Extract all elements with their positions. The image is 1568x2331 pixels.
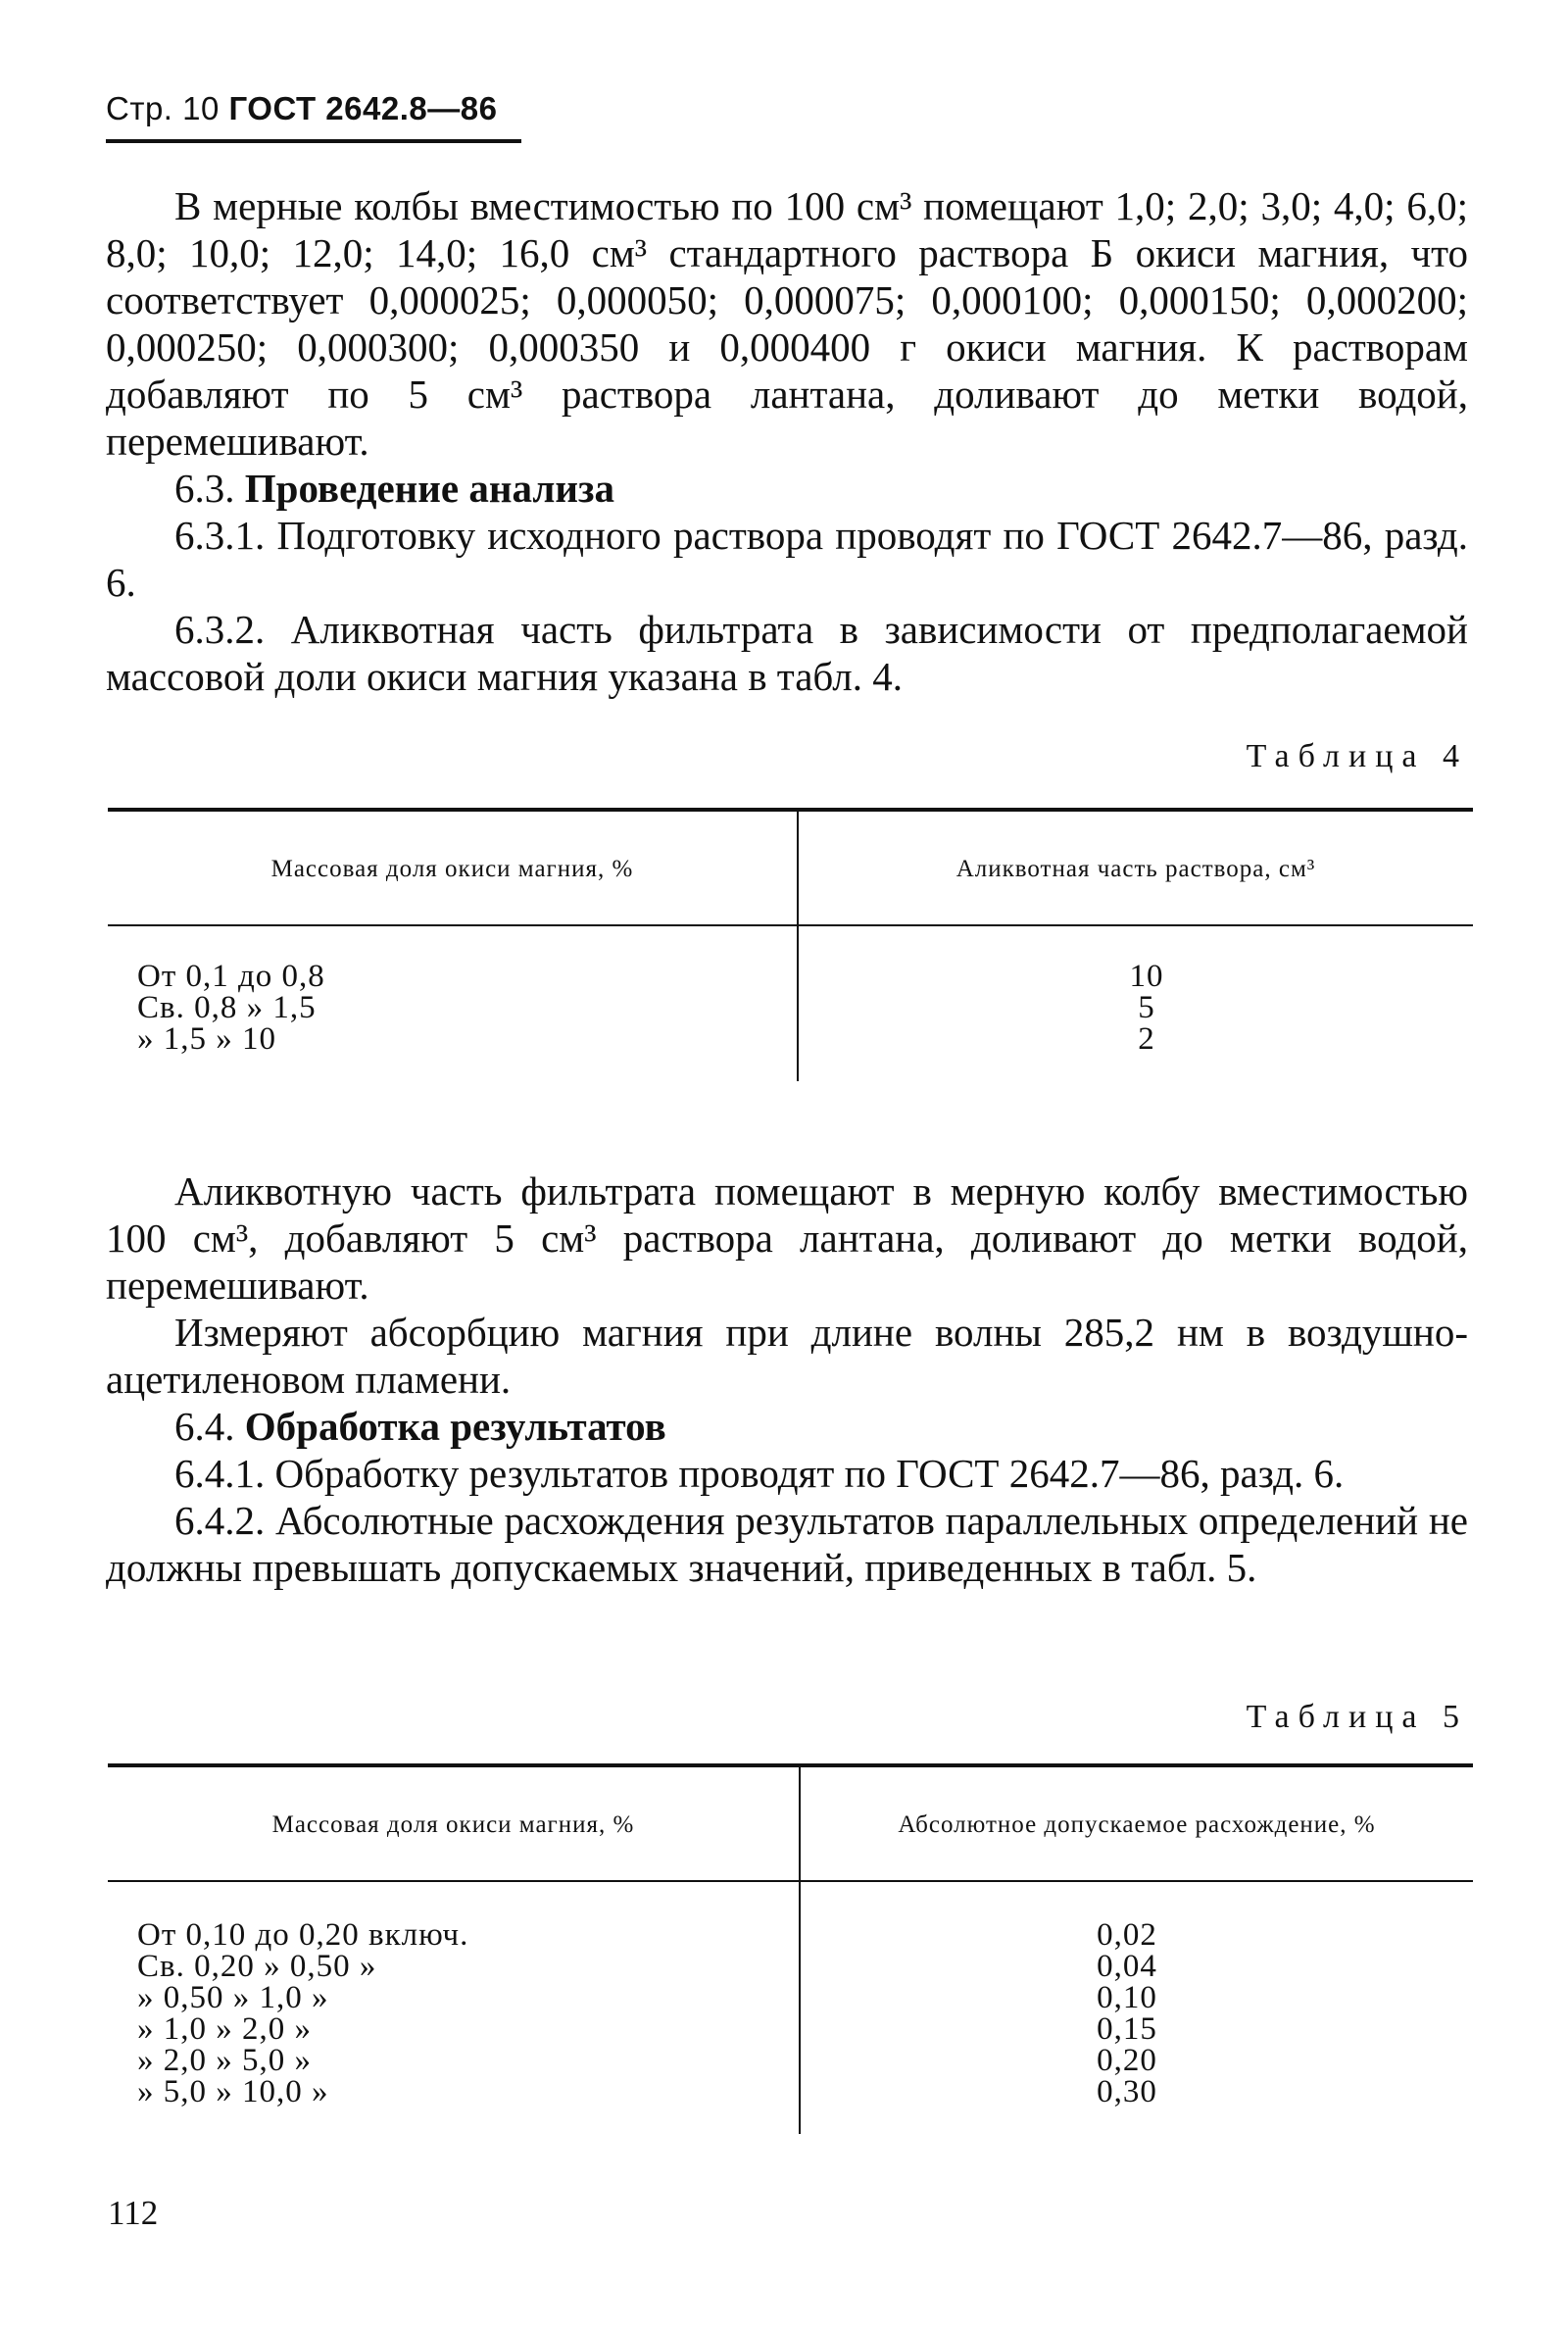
table-cell: » 0,50 » 1,0 » (137, 1980, 329, 2015)
paragraph-6-3-1: 6.3.1. Подготовку исходного раствора проводят по ГОСТ 2642.7—86, разд. 6. (106, 513, 1468, 605)
table-cell: 0,10 (1097, 1980, 1157, 2015)
table-cell: 0,20 (1097, 2043, 1157, 2078)
table4-top-rule (108, 808, 1473, 812)
table5-col1 (137, 1919, 468, 2108)
paragraph-6-4-1: 6.4.1. Обработку результатов проводят по ГОСТ 2642.7—86, разд. 6. (174, 1451, 1345, 1496)
standard-label: ГОСТ 2642.8—86 (228, 90, 498, 126)
table-cell: » 2,0 » 5,0 » (137, 2043, 312, 2078)
section-heading-6-3 (106, 465, 1468, 512)
table-cell: » 5,0 » 10,0 » (137, 2074, 329, 2109)
section-number: 6.4. (174, 1404, 235, 1449)
table-cell: Св. 0,8 » 1,5 (137, 990, 317, 1025)
table5-top-rule (108, 1763, 1473, 1767)
paragraph-absorption: Измеряют абсорбцию магния при длине волны 285,2 нм в воздушно-ацетиленовом пламени. (106, 1310, 1468, 1402)
page-number: 112 (108, 2194, 159, 2232)
table4-header-col1: Массовая доля окиси магния, % (270, 856, 634, 882)
table-cell: 0,30 (1097, 2074, 1157, 2109)
table-cell: » 1,0 » 2,0 » (137, 2011, 312, 2047)
header-rule (106, 139, 521, 143)
page-header (106, 90, 497, 127)
table4-col2 (1049, 961, 1245, 1055)
intro-paragraph: В мерные колбы вместимостью по 100 см³ помещают 1,0; 2,0; 3,0; 4,0; 6,0; 8,0; 10,0; 12,0; 14,0; 16,0 см³ стандартного раствора Б окиси магния, что соответствует 0,000025; 0,000050; 0,000075; 0,000100; 0,000150; 0,000200; 0,000250; 0,000300; 0,000350 и 0,000400 г окиси магния. К растворам добавляют по 5 см³ раствора лантана, доливают до метки водой, перемешивают. (106, 183, 1468, 464)
table4-header-col2: Аликвотная часть раствора, см³ (956, 856, 1316, 882)
text-block-1 (106, 182, 1468, 700)
section-title: Проведение анализа (244, 466, 614, 511)
table-cell: Св. 0,20 » 0,50 » (137, 1949, 377, 1984)
table-cell: От 0,1 до 0,8 (137, 959, 325, 994)
section-heading-6-4 (106, 1403, 1468, 1450)
table-cell: 0,02 (1097, 1917, 1157, 1953)
table4-caption: Таблица 4 (1246, 738, 1468, 774)
section-number: 6.3. (174, 466, 235, 511)
table-cell: 2 (1138, 1021, 1155, 1057)
section-title: Обработка результатов (244, 1404, 666, 1449)
table-cell: » 1,5 » 10 (137, 1021, 276, 1057)
text-block-2 (106, 1167, 1468, 1591)
table4-header-rule (108, 924, 1473, 926)
page-label: Стр. 10 (106, 90, 220, 126)
table5-col2 (1029, 1919, 1225, 2108)
paragraph-aliquot: Аликвотную часть фильтрата помещают в мерную колбу вместимостью 100 см³, добавляют 5 см³ раствора лантана, доливают до метки водой, перемешивают. (106, 1168, 1468, 1308)
table5-header-col1: Массовая доля окиси магния, % (271, 1811, 635, 1838)
table-cell: 10 (1129, 959, 1164, 994)
table5-caption: Таблица 5 (1246, 1699, 1468, 1735)
table4-body-divider (797, 926, 799, 1081)
paragraph-6-3-2: 6.3.2. Аликвотная часть фильтрата в зависимости от предполагаемой массовой доли окиси магния указана в табл. 4. (106, 607, 1468, 699)
table5-header-rule (108, 1880, 1473, 1882)
table4-col1 (137, 961, 325, 1055)
table-cell: 0,04 (1097, 1949, 1157, 1984)
table-cell: 5 (1138, 990, 1155, 1025)
paragraph-6-4-2: 6.4.2. Абсолютные расхождения результатов параллельных определений не должны превышать допускаемых значений, приведенных в табл. 5. (106, 1498, 1468, 1590)
table5-body-divider (799, 1882, 801, 2134)
table-cell: 0,15 (1097, 2011, 1157, 2047)
table-cell: От 0,10 до 0,20 включ. (137, 1917, 469, 1953)
table5-header-col2: Абсолютное допускаемое расхождение, % (898, 1811, 1376, 1838)
